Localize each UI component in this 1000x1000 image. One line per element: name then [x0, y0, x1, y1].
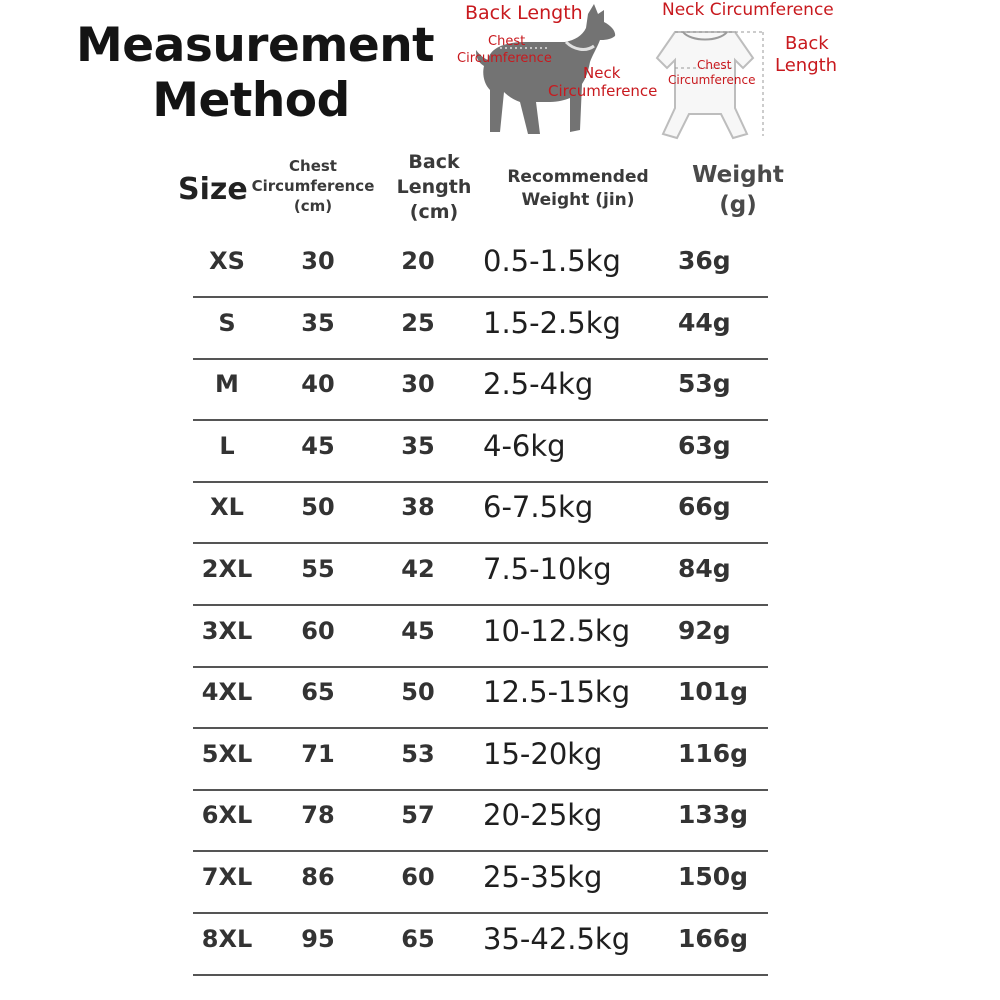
back-length-cell: 38	[401, 493, 435, 522]
chest-cell: 95	[301, 924, 335, 953]
dog-neck-label-line1: Neck	[583, 64, 621, 82]
size-cell: XS	[209, 247, 245, 275]
recommended-weight-cell: 20-25kg	[483, 798, 603, 833]
table-row	[193, 544, 768, 606]
weight-cell: 101g	[678, 677, 749, 707]
size-cell: L	[219, 431, 235, 460]
recommended-weight-cell: 12.5-15kg	[483, 675, 631, 710]
size-cell: 5XL	[201, 739, 253, 768]
chest-cell: 30	[301, 247, 335, 275]
size-cell: XL	[210, 493, 244, 522]
chest-cell: 35	[301, 308, 335, 337]
weight-cell: 44g	[678, 307, 731, 337]
recommended-weight-cell: 25-35kg	[483, 860, 603, 894]
chest-cell: 71	[301, 739, 335, 768]
table-row	[193, 667, 768, 729]
table-row	[193, 421, 768, 483]
back-length-cell: 25	[401, 308, 435, 337]
header-weight-line1: Weight	[692, 162, 784, 188]
table-row	[193, 790, 768, 852]
header-weight	[688, 160, 788, 220]
garment-chest-label-line1: Chest	[697, 58, 732, 72]
recommended-weight-cell: 10-12.5kg	[483, 613, 631, 648]
size-cell: 6XL	[201, 801, 253, 830]
header-back-line2: Length	[396, 176, 472, 198]
back-length-cell: 42	[401, 555, 435, 583]
back-length-cell: 57	[401, 801, 435, 830]
weight-cell: 36g	[678, 246, 731, 275]
header-size: Size	[178, 172, 248, 207]
row-divider	[193, 974, 768, 976]
chest-cell: 45	[301, 431, 335, 460]
weight-cell: 92g	[678, 615, 731, 645]
weight-cell: 133g	[678, 800, 749, 830]
chest-cell: 40	[301, 370, 335, 399]
recommended-weight-cell: 0.5-1.5kg	[483, 244, 621, 278]
header-chest-line3: (cm)	[293, 197, 333, 215]
size-cell: S	[218, 308, 236, 337]
table-row	[193, 236, 768, 298]
header-back	[390, 150, 478, 225]
header-recommended	[498, 166, 658, 212]
garment-chest-label-line2: Circumference	[668, 73, 756, 87]
header-back-line1: Back	[408, 151, 460, 173]
weight-cell: 150g	[678, 862, 749, 891]
chest-cell: 86	[301, 863, 335, 891]
header-chest-line2: Circumference	[251, 177, 375, 195]
table-row	[193, 359, 768, 421]
size-cell: 4XL	[201, 678, 253, 707]
dog-chest-label-line2: Circumference	[457, 51, 552, 66]
chest-cell: 50	[301, 493, 335, 522]
back-length-cell: 30	[401, 370, 435, 399]
weight-cell: 66g	[678, 492, 731, 522]
chest-cell: 60	[301, 616, 335, 645]
title-line-1: Measurement	[76, 18, 435, 73]
weight-cell: 53g	[678, 369, 731, 399]
table-row	[193, 606, 768, 668]
size-cell: 3XL	[201, 616, 253, 645]
recommended-weight-cell: 1.5-2.5kg	[483, 305, 621, 340]
header-chest-line1: Chest	[289, 157, 337, 175]
recommended-weight-cell: 6-7.5kg	[483, 490, 594, 525]
table-row	[193, 729, 768, 791]
back-length-cell: 35	[401, 431, 435, 460]
recommended-weight-cell: 35-42.5kg	[483, 921, 631, 956]
header-back-line3: (cm)	[409, 201, 459, 223]
size-cell: 2XL	[201, 555, 253, 583]
garment-back-label-line1: Back	[785, 33, 829, 54]
table-row	[193, 482, 768, 544]
header-chest	[248, 156, 378, 216]
size-cell: M	[215, 370, 239, 399]
recommended-weight-cell: 15-20kg	[483, 736, 603, 771]
garment-back-label-line2: Length	[775, 55, 838, 76]
size-cell: 7XL	[201, 863, 253, 891]
recommended-weight-cell: 2.5-4kg	[483, 367, 594, 402]
chest-cell: 65	[301, 678, 335, 707]
recommended-weight-cell: 7.5-10kg	[483, 552, 612, 586]
back-length-cell: 53	[401, 739, 435, 768]
weight-cell: 63g	[678, 430, 731, 460]
weight-cell: 116g	[678, 738, 749, 768]
dog-back-length-label: Back Length	[465, 2, 583, 24]
back-length-cell: 20	[401, 247, 435, 275]
chest-cell: 78	[301, 801, 335, 830]
header-weight-line2: (g)	[719, 192, 757, 218]
page-title	[76, 18, 435, 128]
chest-cell: 55	[301, 555, 335, 583]
back-length-cell: 60	[401, 863, 435, 891]
header-rec-line2: Weight (jin)	[521, 190, 635, 210]
back-length-cell: 65	[401, 924, 435, 953]
table-row	[193, 298, 768, 360]
size-cell: 8XL	[201, 924, 253, 953]
garment-neck-label: Neck Circumference	[662, 0, 834, 20]
dog-neck-label-line2: Circumference	[548, 82, 658, 100]
weight-cell: 84g	[678, 554, 731, 583]
header-rec-line1: Recommended	[507, 167, 649, 187]
back-length-cell: 45	[401, 616, 435, 645]
weight-cell: 166g	[678, 923, 749, 953]
table-row	[193, 852, 768, 914]
recommended-weight-cell: 4-6kg	[483, 428, 566, 463]
dog-chest-label-line1: Chest	[488, 34, 526, 49]
table-row	[193, 914, 768, 976]
back-length-cell: 50	[401, 678, 435, 707]
title-line-2: Method	[152, 73, 350, 128]
